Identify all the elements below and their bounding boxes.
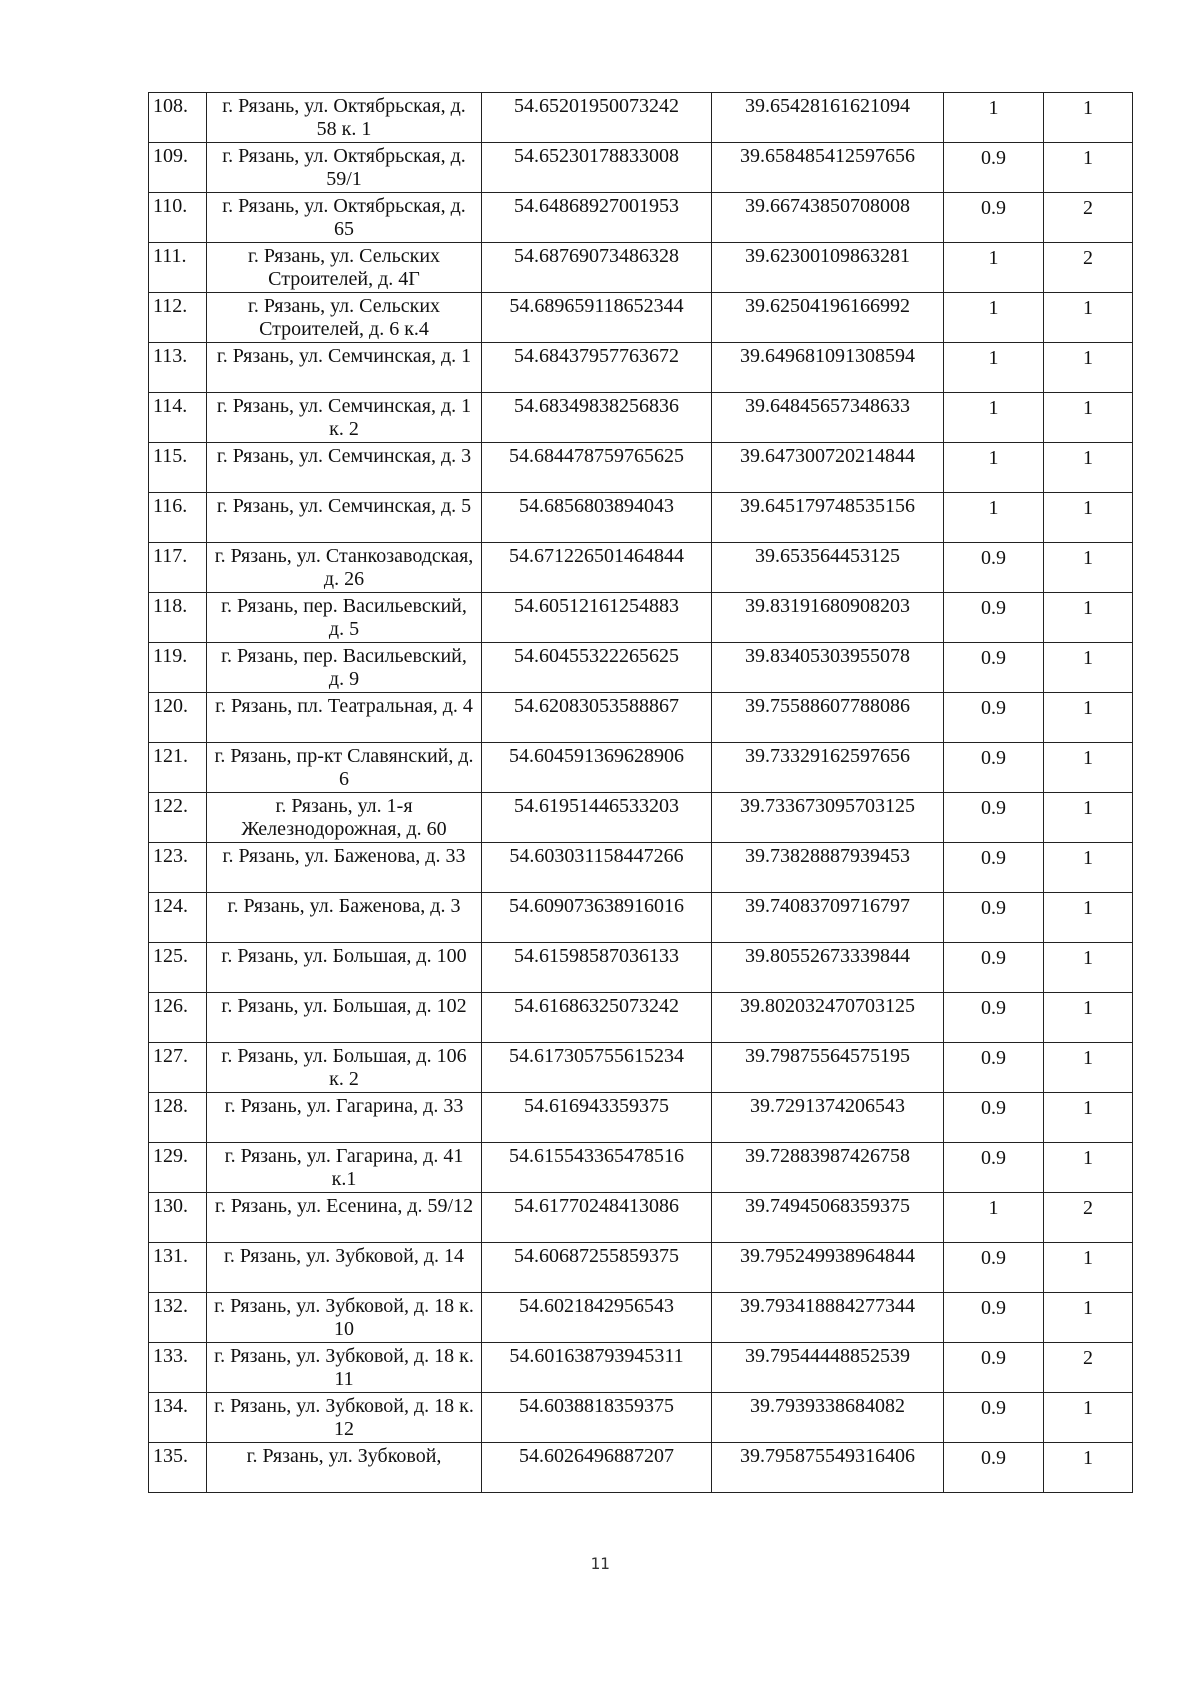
latitude-cell: 54.6856803894043 <box>482 493 712 543</box>
address-cell: г. Рязань, ул. Большая, д. 102 <box>207 993 482 1043</box>
coefficient-cell: 0.9 <box>944 193 1044 243</box>
table-row <box>149 643 1133 693</box>
count-cell: 1 <box>1044 743 1133 793</box>
table-row <box>149 1143 1133 1193</box>
count-cell: 1 <box>1044 793 1133 843</box>
table-row <box>149 893 1133 943</box>
longitude-cell: 39.658485412597656 <box>712 143 944 193</box>
longitude-cell: 39.80552673339844 <box>712 943 944 993</box>
longitude-cell: 39.802032470703125 <box>712 993 944 1043</box>
address-cell: г. Рязань, ул. Зубковой, д. 18 к. 10 <box>207 1293 482 1343</box>
count-cell: 1 <box>1044 593 1133 643</box>
longitude-cell: 39.795875549316406 <box>712 1443 944 1493</box>
coefficient-cell: 1 <box>944 343 1044 393</box>
latitude-cell: 54.61598587036133 <box>482 943 712 993</box>
row-number: 126. <box>149 993 207 1043</box>
table-row <box>149 143 1133 193</box>
row-number: 110. <box>149 193 207 243</box>
address-cell: г. Рязань, пр-кт Славянский, д. 6 <box>207 743 482 793</box>
longitude-cell: 39.733673095703125 <box>712 793 944 843</box>
count-cell: 1 <box>1044 693 1133 743</box>
longitude-cell: 39.75588607788086 <box>712 693 944 743</box>
count-cell: 2 <box>1044 243 1133 293</box>
row-number: 130. <box>149 1193 207 1243</box>
latitude-cell: 54.61686325073242 <box>482 993 712 1043</box>
row-number: 127. <box>149 1043 207 1093</box>
table-row <box>149 293 1133 343</box>
count-cell: 2 <box>1044 193 1133 243</box>
coefficient-cell: 1 <box>944 243 1044 293</box>
latitude-cell: 54.601638793945311 <box>482 1343 712 1393</box>
table-row <box>149 943 1133 993</box>
count-cell: 1 <box>1044 93 1133 143</box>
longitude-cell: 39.66743850708008 <box>712 193 944 243</box>
table-row <box>149 993 1133 1043</box>
row-number: 129. <box>149 1143 207 1193</box>
address-cell: г. Рязань, ул. Сельских Строителей, д. 6 к.4 <box>207 293 482 343</box>
address-cell: г. Рязань, ул. Гагарина, д. 41 к.1 <box>207 1143 482 1193</box>
latitude-cell: 54.64868927001953 <box>482 193 712 243</box>
row-number: 113. <box>149 343 207 393</box>
latitude-cell: 54.615543365478516 <box>482 1143 712 1193</box>
count-cell: 1 <box>1044 1243 1133 1293</box>
row-number: 122. <box>149 793 207 843</box>
count-cell: 1 <box>1044 443 1133 493</box>
table-row <box>149 543 1133 593</box>
longitude-cell: 39.62300109863281 <box>712 243 944 293</box>
count-cell: 1 <box>1044 293 1133 343</box>
coefficient-cell: 0.9 <box>944 1093 1044 1143</box>
longitude-cell: 39.64845657348633 <box>712 393 944 443</box>
coefficient-cell: 0.9 <box>944 143 1044 193</box>
row-number: 120. <box>149 693 207 743</box>
row-number: 112. <box>149 293 207 343</box>
longitude-cell: 39.62504196166992 <box>712 293 944 343</box>
longitude-cell: 39.7291374206543 <box>712 1093 944 1143</box>
address-cell: г. Рязань, ул. Октябрьская, д. 65 <box>207 193 482 243</box>
address-cell: г. Рязань, ул. Зубковой, д. 14 <box>207 1243 482 1293</box>
coefficient-cell: 0.9 <box>944 943 1044 993</box>
table-row <box>149 1093 1133 1143</box>
coefficient-cell: 0.9 <box>944 843 1044 893</box>
row-number: 135. <box>149 1443 207 1493</box>
address-cell: г. Рязань, ул. Баженова, д. 33 <box>207 843 482 893</box>
coefficient-cell: 0.9 <box>944 743 1044 793</box>
table-row <box>149 1393 1133 1443</box>
table-row <box>149 343 1133 393</box>
table-row <box>149 793 1133 843</box>
address-cell: г. Рязань, пл. Театральная, д. 4 <box>207 693 482 743</box>
longitude-cell: 39.653564453125 <box>712 543 944 593</box>
longitude-cell: 39.795249938964844 <box>712 1243 944 1293</box>
page-number: 11 <box>590 1554 610 1573</box>
address-cell: г. Рязань, ул. Октябрьская, д. 59/1 <box>207 143 482 193</box>
table-row <box>149 1243 1133 1293</box>
address-cell: г. Рязань, ул. Сельских Строителей, д. 4Г <box>207 243 482 293</box>
coefficient-cell: 1 <box>944 493 1044 543</box>
row-number: 111. <box>149 243 207 293</box>
latitude-cell: 54.671226501464844 <box>482 543 712 593</box>
row-number: 114. <box>149 393 207 443</box>
count-cell: 1 <box>1044 393 1133 443</box>
address-coordinates-table <box>148 92 1133 1493</box>
latitude-cell: 54.68349838256836 <box>482 393 712 443</box>
longitude-cell: 39.73329162597656 <box>712 743 944 793</box>
latitude-cell: 54.68437957763672 <box>482 343 712 393</box>
count-cell: 1 <box>1044 843 1133 893</box>
longitude-cell: 39.645179748535156 <box>712 493 944 543</box>
longitude-cell: 39.7939338684082 <box>712 1393 944 1443</box>
table-row <box>149 693 1133 743</box>
coefficient-cell: 0.9 <box>944 643 1044 693</box>
coefficient-cell: 0.9 <box>944 1343 1044 1393</box>
row-number: 133. <box>149 1343 207 1393</box>
row-number: 115. <box>149 443 207 493</box>
row-number: 117. <box>149 543 207 593</box>
count-cell: 1 <box>1044 1443 1133 1493</box>
row-number: 131. <box>149 1243 207 1293</box>
count-cell: 1 <box>1044 1043 1133 1093</box>
table-row <box>149 1443 1133 1493</box>
longitude-cell: 39.83191680908203 <box>712 593 944 643</box>
count-cell: 1 <box>1044 1393 1133 1443</box>
address-cell: г. Рязань, ул. Семчинская, д. 3 <box>207 443 482 493</box>
coefficient-cell: 0.9 <box>944 593 1044 643</box>
table-row <box>149 393 1133 443</box>
address-cell: г. Рязань, ул. Октябрьская, д. 58 к. 1 <box>207 93 482 143</box>
latitude-cell: 54.65230178833008 <box>482 143 712 193</box>
longitude-cell: 39.649681091308594 <box>712 343 944 393</box>
count-cell: 1 <box>1044 543 1133 593</box>
table-body <box>149 93 1133 1493</box>
coefficient-cell: 0.9 <box>944 543 1044 593</box>
count-cell: 1 <box>1044 143 1133 193</box>
table-row <box>149 843 1133 893</box>
count-cell: 1 <box>1044 1143 1133 1193</box>
coefficient-cell: 0.9 <box>944 693 1044 743</box>
table-row <box>149 493 1133 543</box>
latitude-cell: 54.6038818359375 <box>482 1393 712 1443</box>
address-cell: г. Рязань, ул. Зубковой, д. 18 к. 11 <box>207 1343 482 1393</box>
latitude-cell: 54.65201950073242 <box>482 93 712 143</box>
row-number: 123. <box>149 843 207 893</box>
coefficient-cell: 1 <box>944 443 1044 493</box>
table-row <box>149 193 1133 243</box>
latitude-cell: 54.61951446533203 <box>482 793 712 843</box>
latitude-cell: 54.60687255859375 <box>482 1243 712 1293</box>
row-number: 125. <box>149 943 207 993</box>
row-number: 128. <box>149 1093 207 1143</box>
table-row <box>149 743 1133 793</box>
coefficient-cell: 0.9 <box>944 1393 1044 1443</box>
address-cell: г. Рязань, ул. Гагарина, д. 33 <box>207 1093 482 1143</box>
count-cell: 1 <box>1044 643 1133 693</box>
longitude-cell: 39.647300720214844 <box>712 443 944 493</box>
latitude-cell: 54.62083053588867 <box>482 693 712 743</box>
longitude-cell: 39.793418884277344 <box>712 1293 944 1343</box>
coefficient-cell: 0.9 <box>944 993 1044 1043</box>
latitude-cell: 54.684478759765625 <box>482 443 712 493</box>
address-cell: г. Рязань, ул. Зубковой, д. 18 к. 12 <box>207 1393 482 1443</box>
coefficient-cell: 0.9 <box>944 1243 1044 1293</box>
address-cell: г. Рязань, ул. Семчинская, д. 5 <box>207 493 482 543</box>
table-row <box>149 443 1133 493</box>
longitude-cell: 39.79875564575195 <box>712 1043 944 1093</box>
coefficient-cell: 1 <box>944 293 1044 343</box>
count-cell: 1 <box>1044 1293 1133 1343</box>
address-cell: г. Рязань, ул. Семчинская, д. 1 <box>207 343 482 393</box>
row-number: 134. <box>149 1393 207 1443</box>
row-number: 124. <box>149 893 207 943</box>
coefficient-cell: 0.9 <box>944 1143 1044 1193</box>
longitude-cell: 39.83405303955078 <box>712 643 944 693</box>
latitude-cell: 54.60512161254883 <box>482 593 712 643</box>
coefficient-cell: 0.9 <box>944 1293 1044 1343</box>
latitude-cell: 54.6026496887207 <box>482 1443 712 1493</box>
table-row <box>149 93 1133 143</box>
longitude-cell: 39.74083709716797 <box>712 893 944 943</box>
row-number: 121. <box>149 743 207 793</box>
row-number: 116. <box>149 493 207 543</box>
latitude-cell: 54.617305755615234 <box>482 1043 712 1093</box>
row-number: 119. <box>149 643 207 693</box>
latitude-cell: 54.603031158447266 <box>482 843 712 893</box>
address-cell: г. Рязань, пер. Васильевский, д. 9 <box>207 643 482 693</box>
address-cell: г. Рязань, ул. Семчинская, д. 1 к. 2 <box>207 393 482 443</box>
coefficient-cell: 0.9 <box>944 893 1044 943</box>
longitude-cell: 39.65428161621094 <box>712 93 944 143</box>
latitude-cell: 54.61770248413086 <box>482 1193 712 1243</box>
table-row <box>149 593 1133 643</box>
table-row <box>149 1293 1133 1343</box>
count-cell: 1 <box>1044 893 1133 943</box>
table-row <box>149 1343 1133 1393</box>
latitude-cell: 54.60455322265625 <box>482 643 712 693</box>
count-cell: 1 <box>1044 943 1133 993</box>
longitude-cell: 39.74945068359375 <box>712 1193 944 1243</box>
table-row <box>149 1043 1133 1093</box>
coefficient-cell: 0.9 <box>944 1443 1044 1493</box>
address-cell: г. Рязань, ул. Станкозаводская, д. 26 <box>207 543 482 593</box>
count-cell: 1 <box>1044 343 1133 393</box>
row-number: 109. <box>149 143 207 193</box>
coefficient-cell: 0.9 <box>944 793 1044 843</box>
latitude-cell: 54.68769073486328 <box>482 243 712 293</box>
latitude-cell: 54.616943359375 <box>482 1093 712 1143</box>
address-cell: г. Рязань, пер. Васильевский, д. 5 <box>207 593 482 643</box>
count-cell: 1 <box>1044 1093 1133 1143</box>
table-row <box>149 243 1133 293</box>
latitude-cell: 54.604591369628906 <box>482 743 712 793</box>
count-cell: 2 <box>1044 1343 1133 1393</box>
row-number: 108. <box>149 93 207 143</box>
count-cell: 2 <box>1044 1193 1133 1243</box>
address-cell: г. Рязань, ул. 1-я Железнодорожная, д. 60 <box>207 793 482 843</box>
count-cell: 1 <box>1044 993 1133 1043</box>
row-number: 118. <box>149 593 207 643</box>
coefficient-cell: 0.9 <box>944 1043 1044 1093</box>
longitude-cell: 39.79544448852539 <box>712 1343 944 1393</box>
address-cell: г. Рязань, ул. Зубковой, <box>207 1443 482 1493</box>
address-cell: г. Рязань, ул. Баженова, д. 3 <box>207 893 482 943</box>
coefficient-cell: 1 <box>944 1193 1044 1243</box>
table-row <box>149 1193 1133 1243</box>
address-cell: г. Рязань, ул. Большая, д. 100 <box>207 943 482 993</box>
latitude-cell: 54.689659118652344 <box>482 293 712 343</box>
address-cell: г. Рязань, ул. Есенина, д. 59/12 <box>207 1193 482 1243</box>
coefficient-cell: 1 <box>944 93 1044 143</box>
count-cell: 1 <box>1044 493 1133 543</box>
coefficient-cell: 1 <box>944 393 1044 443</box>
longitude-cell: 39.72883987426758 <box>712 1143 944 1193</box>
address-cell: г. Рязань, ул. Большая, д. 106 к. 2 <box>207 1043 482 1093</box>
row-number: 132. <box>149 1293 207 1343</box>
latitude-cell: 54.6021842956543 <box>482 1293 712 1343</box>
longitude-cell: 39.73828887939453 <box>712 843 944 893</box>
latitude-cell: 54.609073638916016 <box>482 893 712 943</box>
